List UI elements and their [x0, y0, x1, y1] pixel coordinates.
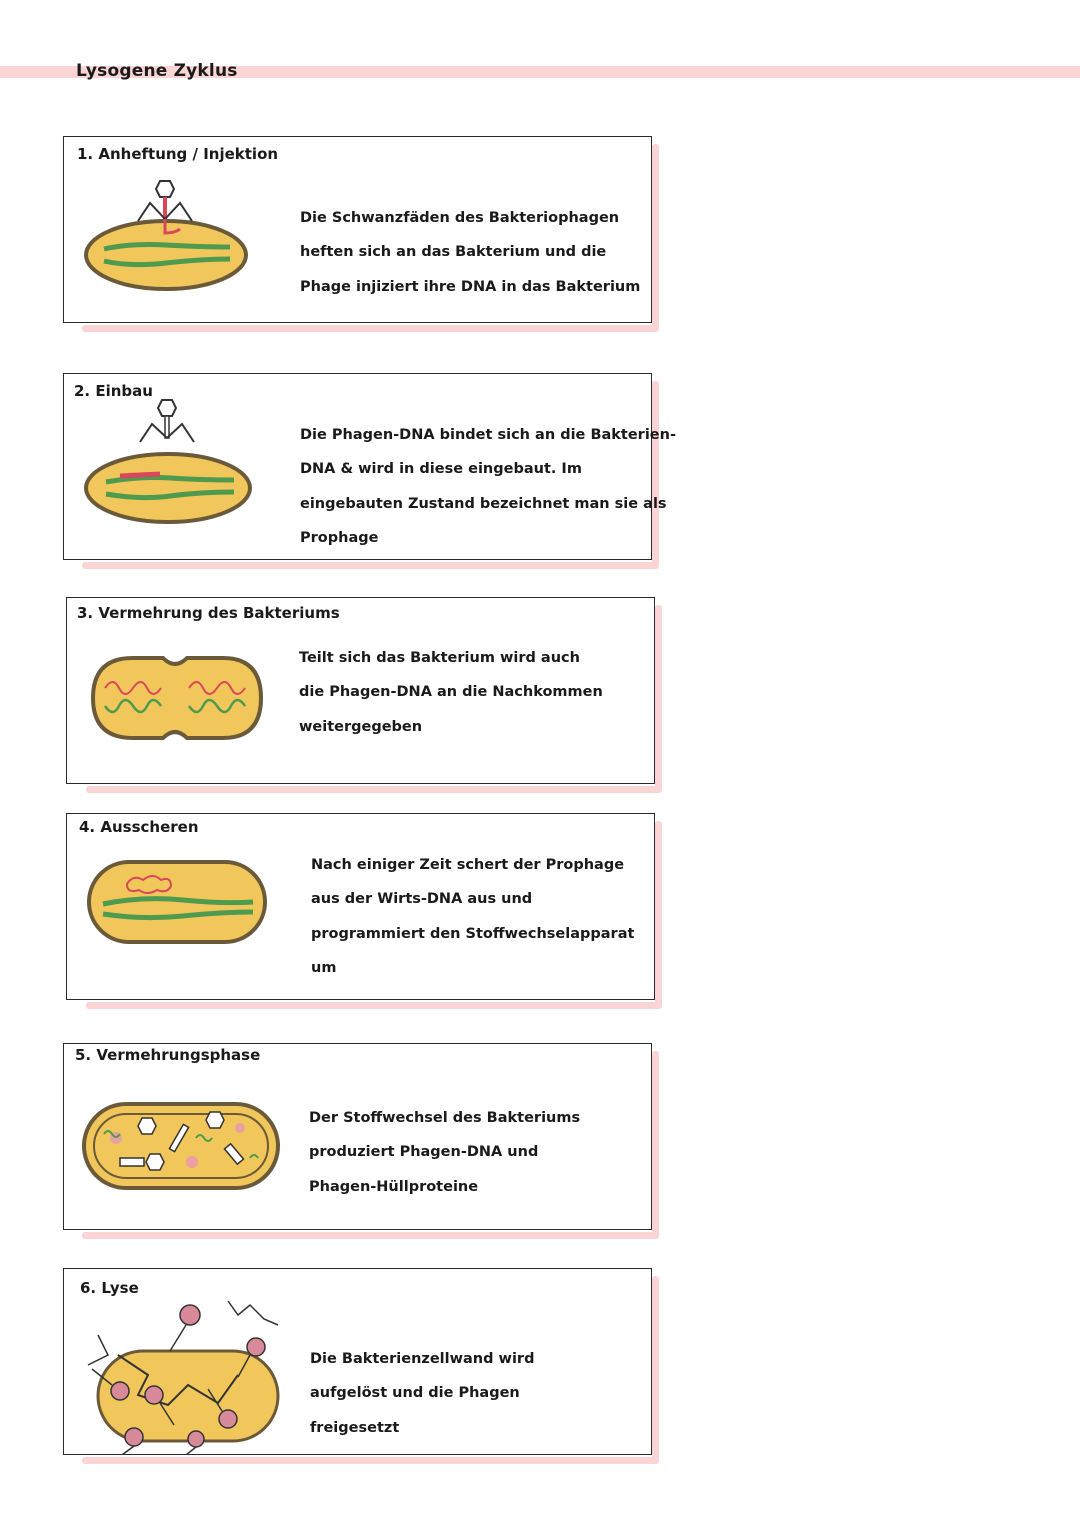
step-title: 5. Vermehrungsphase	[75, 1046, 261, 1064]
page-title: Lysogene Zyklus	[76, 61, 238, 81]
card-shadow	[86, 1002, 660, 1009]
step-card-2	[63, 373, 676, 560]
step-text: Nach einiger Zeit schert der Prophage aus der Wirts-DNA aus und programmiert den Stoffwechselapparat um	[311, 857, 635, 976]
step-title: 6. Lyse	[80, 1279, 139, 1297]
card-shadow	[652, 1276, 659, 1464]
lysis-illustration	[78, 1295, 288, 1455]
division-illustration	[83, 648, 273, 748]
step-text: Der Stoffwechsel des Bakteriums produziert Phagen-DNA und Phagen-Hüllproteine	[309, 1110, 581, 1195]
step-title: 3. Vermehrung des Bakteriums	[77, 604, 340, 622]
step-text: Die Schwanzfäden des Bakteriophagen heften sich an das Bakterium und die Phage injiziert ihre DNA in das Bakterium	[300, 210, 641, 295]
card-shadow	[655, 821, 662, 1009]
step-card-6	[63, 1268, 652, 1455]
card-shadow	[652, 144, 659, 332]
card-shadow	[655, 605, 662, 793]
replication-illustration	[80, 1098, 280, 1198]
step-text: Teilt sich das Bakterium wird auch die Phagen-DNA an die Nachkommen weitergegeben	[299, 650, 603, 735]
step-text: Die Phagen-DNA bindet sich an die Bakterien- DNA & wird in diese eingebaut. Im eingebauten Zustand bezeichnet man sie als Prophage	[300, 427, 676, 546]
step-title: 2. Einbau	[74, 382, 153, 400]
step-card-3	[66, 597, 655, 784]
card-shadow	[82, 1232, 658, 1239]
step-card-5	[63, 1043, 652, 1230]
attachment-illustration	[80, 173, 260, 313]
card-shadow	[82, 325, 658, 332]
card-shadow	[652, 1051, 659, 1239]
integration-illustration	[80, 398, 260, 528]
card-shadow	[82, 1457, 658, 1464]
step-text: Die Bakterienzellwand wird aufgelöst und die Phagen freigesetzt	[310, 1351, 535, 1436]
excision-illustration	[83, 854, 273, 954]
step-title: 4. Ausscheren	[79, 818, 199, 836]
card-shadow	[82, 562, 658, 569]
step-title: 1. Anheftung / Injektion	[77, 145, 279, 163]
card-shadow	[86, 786, 660, 793]
step-card-1	[63, 136, 652, 323]
step-card-4	[66, 813, 655, 1000]
